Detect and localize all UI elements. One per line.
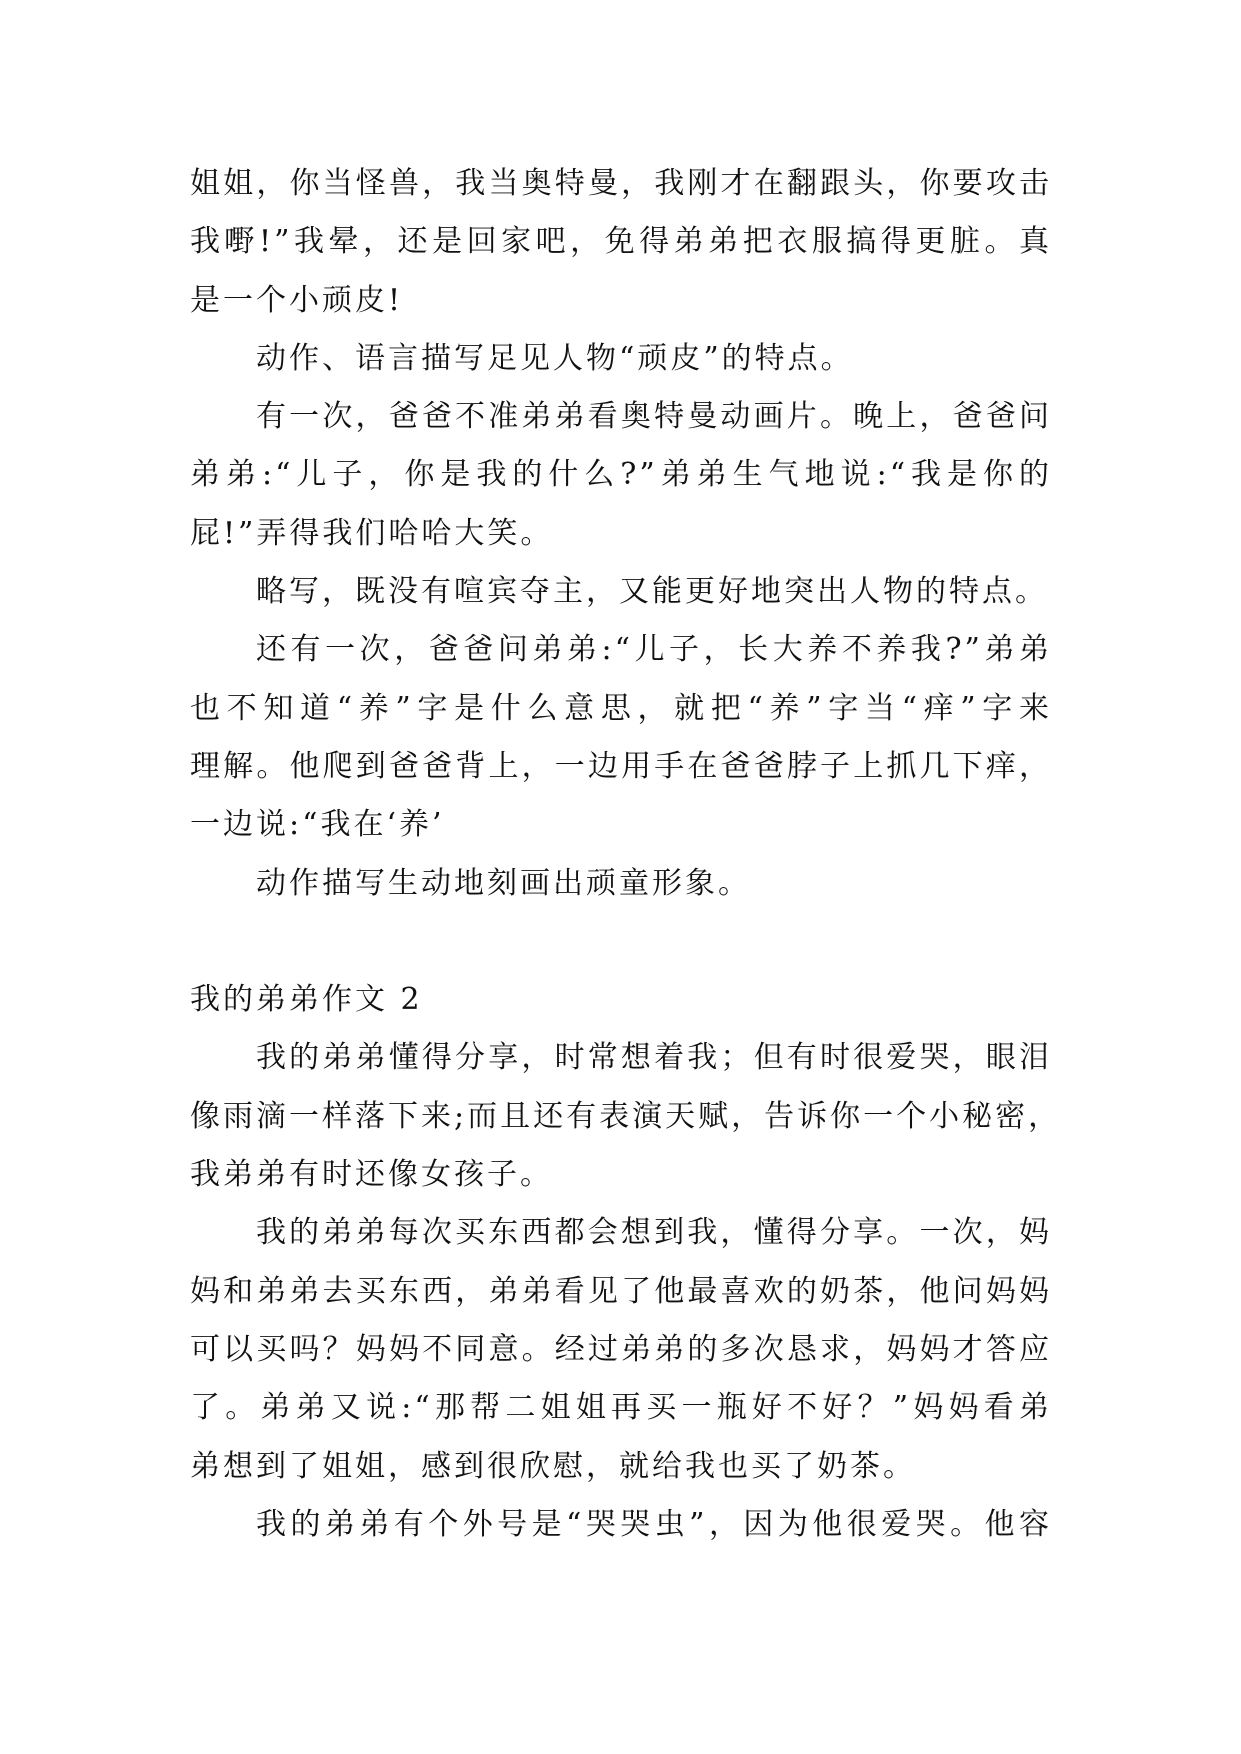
text-line: 屁!”弄得我们哈哈大笑。: [190, 515, 554, 551]
paragraph: [190, 330, 1052, 388]
paragraph: [190, 1204, 1052, 1495]
text-line: 我的弟弟懂得分享，时常想着我；但有时很爱哭，眼泪: [256, 1040, 1052, 1076]
text-line: 动作描写生动地刻画出顽童形象。: [256, 865, 751, 901]
text-line: 我嘢!”我晕，还是回家吧，免得弟弟把衣服搞得更脏。真: [190, 224, 1052, 260]
paragraph: [190, 155, 1052, 330]
text-line: 有一次，爸爸不准弟弟看奥特曼动画片。晚上，爸爸问: [256, 399, 1052, 435]
text-line: 弟弟:“儿子，你是我的什么?”弟弟生气地说:“我是你的: [190, 457, 1052, 493]
text-line: 我的弟弟有个外号是“哭哭虫”，因为他很爱哭。他容: [256, 1506, 1052, 1542]
text-line: 还有一次，爸爸问弟弟:“儿子，长大养不养我?”弟弟: [256, 632, 1052, 668]
text-line: 我弟弟有时还像女孩子。: [190, 1157, 553, 1193]
paragraph: [190, 855, 1052, 913]
text-line: 可以买吗？妈妈不同意。经过弟弟的多次恳求，妈妈才答应: [190, 1331, 1052, 1367]
text-line: 弟想到了姐姐，感到很欣慰，就给我也买了奶茶。: [190, 1448, 916, 1484]
text-line: 一边说:“我在‘养’: [190, 807, 445, 843]
text-line: 姐姐，你当怪兽，我当奥特曼，我刚才在翻跟头，你要攻击: [190, 166, 1052, 201]
paragraph: [190, 388, 1052, 563]
text-line: 也不知道“养”字是什么意思，就把“养”字当“痒”字来: [190, 690, 1052, 726]
text-line: 动作、语言描写足见人物“顽皮”的特点。: [256, 340, 854, 376]
text-line: 理解。他爬到爸爸背上，一边用手在爸爸脖子上抓几下痒，: [190, 748, 1052, 784]
text-line: 了。弟弟又说:“那帮二姐姐再买一瓶好不好？”妈妈看弟: [190, 1390, 1052, 1426]
paragraph: [190, 563, 1052, 621]
document-section: [190, 155, 1052, 913]
text-line: 我的弟弟每次买东西都会想到我，懂得分享。一次，妈: [256, 1215, 1052, 1251]
document-section: [190, 971, 1062, 1554]
text-line: 像雨滴一样落下来;而且还有表演天赋，告诉你一个小秘密，: [190, 1098, 1062, 1134]
text-line: 是一个小顽皮!: [190, 282, 404, 318]
paragraph: [190, 1029, 1062, 1204]
text-line: 略写，既没有喧宾夺主，又能更好地突出人物的特点。: [256, 574, 1048, 610]
text-line: 妈和弟弟去买东西，弟弟看见了他最喜欢的奶茶，他问妈妈: [190, 1273, 1052, 1309]
paragraph: [190, 621, 1052, 854]
section-title: 我的弟弟作文 2: [190, 982, 423, 1018]
paragraph: [190, 1496, 1052, 1554]
section-spacer: [190, 913, 1052, 971]
document-body: [190, 155, 1062, 1554]
